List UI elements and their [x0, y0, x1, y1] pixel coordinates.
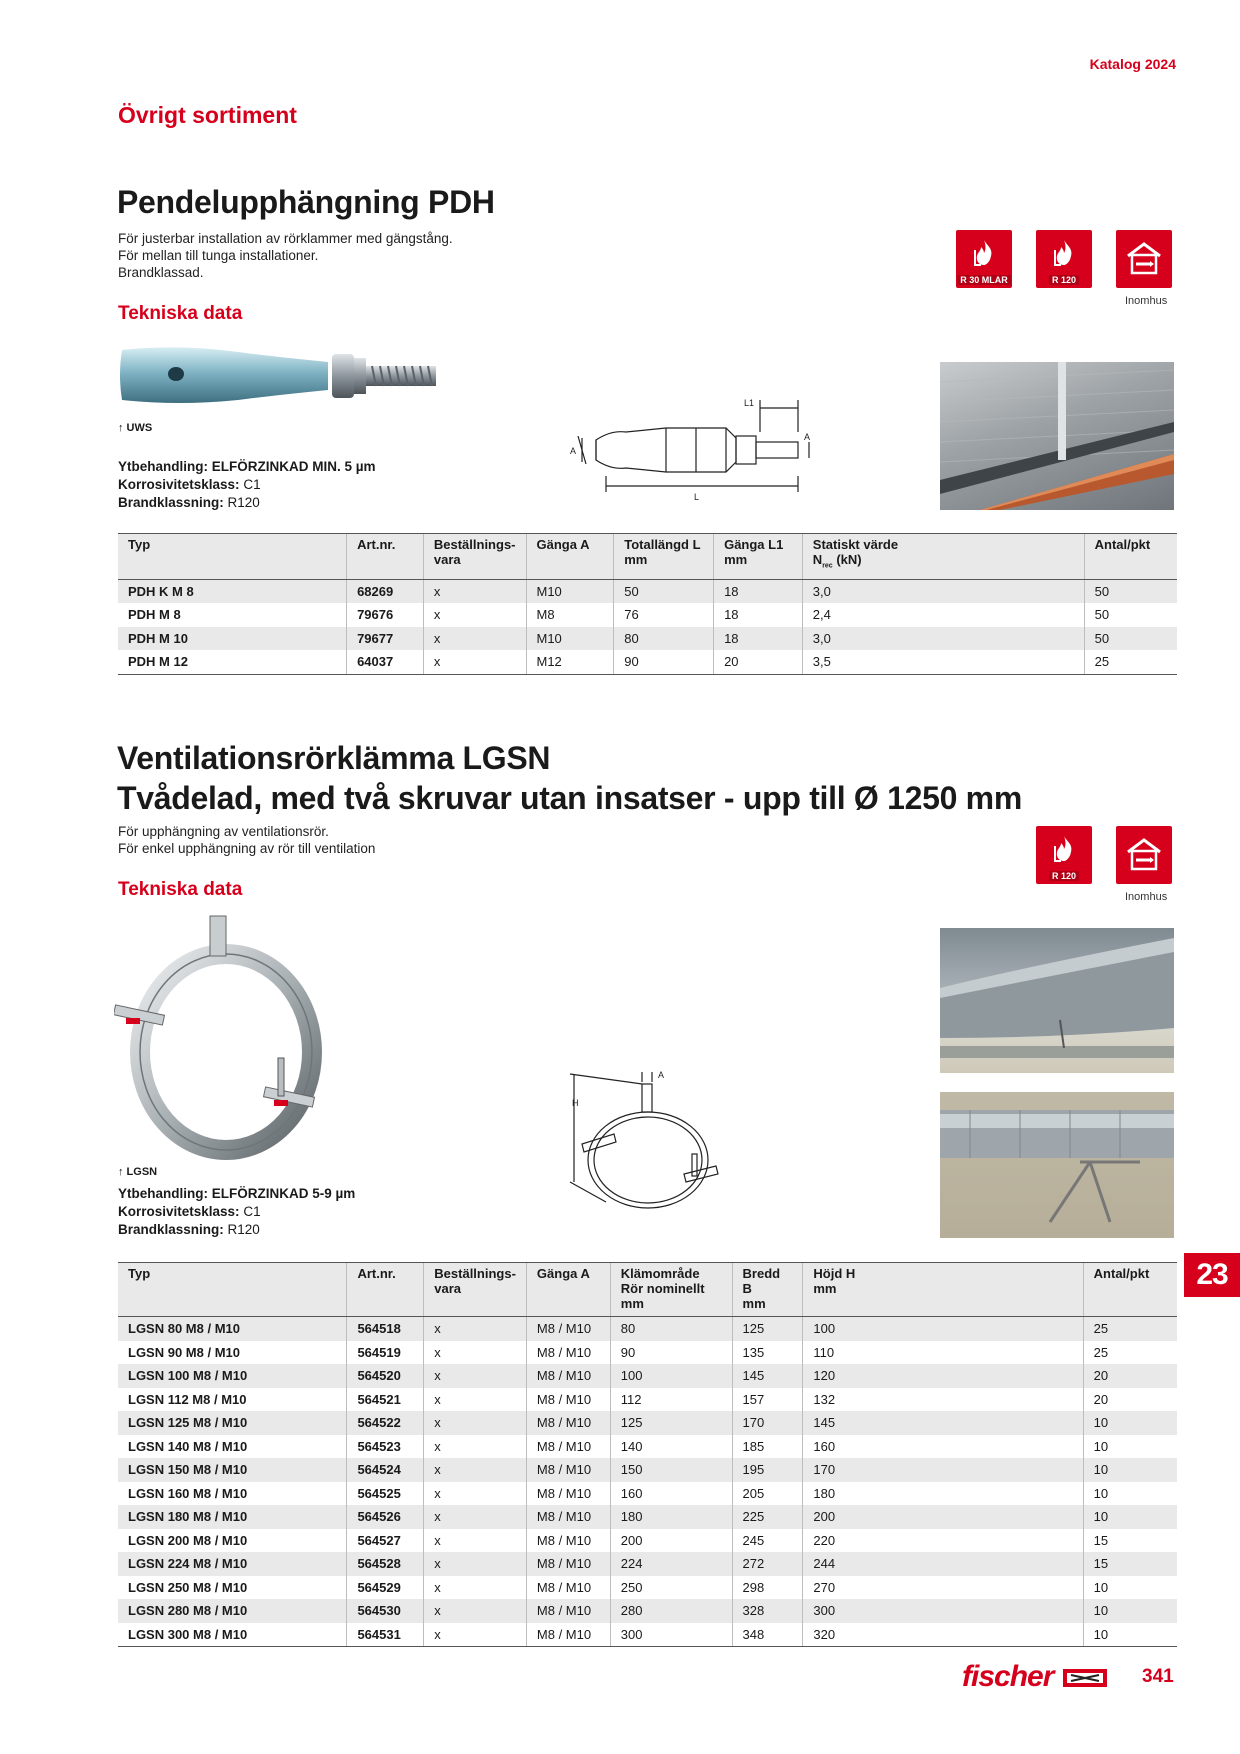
- spec-value: ELFÖRZINKAD MIN. 5 µm: [211, 459, 376, 474]
- table-cell: 150: [610, 1458, 732, 1482]
- article-number-cell: 79677: [347, 627, 424, 651]
- table-cell: 180: [803, 1482, 1083, 1506]
- type-cell: LGSN 150 M8 / M10: [118, 1458, 347, 1482]
- table-cell: 50: [1084, 603, 1177, 627]
- table-cell: 225: [732, 1505, 803, 1529]
- catalog-label: Katalog 2024: [1089, 56, 1176, 72]
- pdh-product-image: [118, 340, 438, 415]
- column-header: Gänga L1 mm: [714, 534, 803, 580]
- type-cell: LGSN 140 M8 / M10: [128, 1438, 248, 1454]
- type-cell: PDH M 8: [128, 607, 181, 623]
- article-number-cell: 564528: [347, 1552, 424, 1576]
- type-cell: LGSN 224 M8 / M10: [118, 1552, 347, 1576]
- table-cell: M8 / M10: [526, 1552, 610, 1576]
- table-cell: M12: [526, 650, 614, 674]
- table-cell: x: [424, 1341, 527, 1365]
- fire-icon: [1049, 834, 1079, 864]
- column-header: Typ: [118, 1263, 347, 1317]
- lgsn-product-image: [114, 912, 324, 1167]
- fire-icon: [969, 238, 999, 268]
- table-cell: x: [423, 579, 526, 603]
- table-cell: 145: [732, 1364, 803, 1388]
- brand-name: fischer: [962, 1660, 1054, 1693]
- table-cell: 348: [732, 1623, 803, 1647]
- table-cell: x: [424, 1458, 527, 1482]
- table-row: [118, 1576, 1177, 1600]
- table-cell: 245: [732, 1529, 803, 1553]
- table-cell: 100: [803, 1317, 1083, 1341]
- table-cell: 18: [714, 603, 803, 627]
- table-cell: 10: [1083, 1599, 1177, 1623]
- brand-logo: [962, 1660, 1107, 1694]
- table-cell: 328: [732, 1599, 803, 1623]
- pdh-description: [118, 230, 453, 281]
- type-cell: PDH K M 8: [118, 579, 347, 603]
- table-cell: 157: [732, 1388, 803, 1412]
- drawing-label-a: A: [804, 432, 811, 442]
- table-cell: 280: [610, 1599, 732, 1623]
- table-cell: 180: [610, 1505, 732, 1529]
- spec-value: R120: [227, 1222, 260, 1237]
- indoor-badge: [1116, 230, 1172, 288]
- table-row: [118, 1341, 1177, 1365]
- table-cell: x: [424, 1482, 527, 1506]
- table-cell: 300: [610, 1623, 732, 1647]
- table-row: [118, 1458, 1177, 1482]
- type-cell: LGSN 80 M8 / M10: [118, 1317, 347, 1341]
- pdh-installation-photo: [940, 362, 1174, 510]
- column-header: Art.nr.: [347, 534, 424, 580]
- table-cell: x: [424, 1411, 527, 1435]
- table-cell: x: [423, 650, 526, 674]
- pdh-description-line: För mellan till tunga installationer.: [118, 248, 319, 263]
- table-row: [118, 1599, 1177, 1623]
- table-cell: M10: [526, 627, 614, 651]
- table-cell: 170: [803, 1458, 1083, 1482]
- lgsn-title-line1: Ventilationsrörklämma LGSN: [117, 740, 551, 776]
- article-number-cell: 68269: [347, 579, 424, 603]
- drawing-label-l: L: [694, 492, 700, 502]
- spec-label: Ytbehandling:: [118, 459, 208, 474]
- lgsn-description-line: För upphängning av ventilationsrör.: [118, 824, 329, 839]
- article-number-cell: 564524: [347, 1458, 424, 1482]
- spec-label: Brandklassning:: [118, 495, 224, 510]
- table-cell: 80: [610, 1317, 732, 1341]
- spec-value: R120: [227, 495, 260, 510]
- lgsn-installation-photo-2: [940, 1092, 1174, 1238]
- spec-row: [118, 458, 376, 476]
- drawing-label-l1: L1: [744, 398, 755, 408]
- indoor-badge: [1116, 826, 1172, 884]
- table-cell: 10: [1083, 1623, 1177, 1647]
- table-cell: 2,4: [802, 603, 1084, 627]
- fire-icon: [1049, 238, 1079, 268]
- column-header: Art.nr.: [347, 1263, 424, 1317]
- table-cell: 10: [1083, 1576, 1177, 1600]
- spec-value: C1: [243, 477, 261, 492]
- type-cell: LGSN 90 M8 / M10: [128, 1344, 240, 1360]
- table-row: [118, 1482, 1177, 1506]
- column-header: Beställnings- vara: [423, 534, 526, 580]
- table-row: [118, 603, 1177, 627]
- type-cell: PDH M 10: [118, 627, 347, 651]
- spec-value: C1: [243, 1204, 261, 1219]
- column-header: Gänga A: [526, 534, 614, 580]
- table-cell: 125: [610, 1411, 732, 1435]
- table-cell: x: [424, 1435, 527, 1459]
- article-number-cell: 64037: [347, 650, 424, 674]
- table-cell: x: [424, 1364, 527, 1388]
- article-number-cell: 564530: [347, 1599, 424, 1623]
- fire-rating-badge-r30: [956, 230, 1012, 288]
- table-cell: 320: [803, 1623, 1083, 1647]
- table-cell: x: [424, 1623, 527, 1647]
- column-header: Antal/pkt: [1083, 1263, 1177, 1317]
- indoor-house-icon: [1124, 836, 1164, 872]
- table-cell: 3,0: [802, 579, 1084, 603]
- table-cell: 18: [714, 579, 803, 603]
- lgsn-table: [118, 1262, 1177, 1647]
- column-header: Bredd B mm: [732, 1263, 803, 1317]
- table-header-row: [118, 534, 1177, 580]
- pdh-subheading: Tekniska data: [118, 303, 243, 324]
- drawing-label-h: H: [572, 1098, 579, 1108]
- table-cell: M8 / M10: [526, 1388, 610, 1412]
- spec-value: ELFÖRZINKAD 5-9 µm: [211, 1186, 356, 1201]
- table-row: [118, 1435, 1177, 1459]
- table-cell: 10: [1083, 1458, 1177, 1482]
- table-cell: 20: [714, 650, 803, 674]
- lgsn-subheading: Tekniska data: [118, 879, 243, 900]
- table-cell: 50: [1084, 627, 1177, 651]
- lgsn-description: [118, 823, 375, 857]
- table-cell: M8 / M10: [526, 1364, 610, 1388]
- table-cell: 160: [610, 1482, 732, 1506]
- section-label: Övrigt sortiment: [118, 102, 297, 128]
- type-cell: LGSN 160 M8 / M10: [128, 1485, 248, 1501]
- article-number-cell: 564523: [347, 1435, 424, 1459]
- badge-label: R 120: [1049, 275, 1079, 285]
- indoor-house-icon: [1124, 240, 1164, 276]
- type-cell: LGSN 100 M8 / M10: [118, 1364, 347, 1388]
- table-row: [118, 1388, 1177, 1412]
- table-cell: 50: [614, 579, 714, 603]
- table-cell: 205: [732, 1482, 803, 1506]
- table-cell: M8 / M10: [526, 1482, 610, 1506]
- table-cell: x: [424, 1317, 527, 1341]
- article-number-cell: 564527: [347, 1529, 424, 1553]
- type-cell: LGSN 200 M8 / M10: [128, 1532, 248, 1548]
- table-cell: M8 / M10: [526, 1599, 610, 1623]
- type-cell: LGSN 280 M8 / M10: [118, 1599, 347, 1623]
- type-cell: LGSN 125 M8 / M10: [118, 1411, 347, 1435]
- type-cell: LGSN 180 M8 / M10: [118, 1505, 347, 1529]
- article-number-cell: 564521: [347, 1388, 424, 1412]
- table-cell: 125: [732, 1317, 803, 1341]
- pdh-product-caption: ↑ UWS: [118, 422, 153, 434]
- table-cell: M8: [526, 603, 614, 627]
- table-cell: M8 / M10: [526, 1458, 610, 1482]
- spec-label: Brandklassning:: [118, 1222, 224, 1237]
- column-header: Totallängd L mm: [614, 534, 714, 580]
- table-cell: 3,0: [802, 627, 1084, 651]
- pdh-description-line: För justerbar installation av rörklammer med gängstång.: [118, 231, 453, 246]
- indoor-caption: Inomhus: [1125, 295, 1168, 307]
- table-cell: 80: [614, 627, 714, 651]
- lgsn-technical-drawing: [566, 1062, 736, 1227]
- table-cell: x: [424, 1552, 527, 1576]
- article-number-cell: 564525: [347, 1482, 424, 1506]
- indoor-caption: Inomhus: [1125, 891, 1168, 903]
- table-cell: x: [424, 1576, 527, 1600]
- table-row: [118, 650, 1177, 674]
- table-cell: 25: [1083, 1341, 1177, 1365]
- table-cell: 195: [732, 1458, 803, 1482]
- table-cell: 10: [1083, 1435, 1177, 1459]
- drawing-label-a: A: [658, 1070, 665, 1080]
- table-cell: 25: [1084, 650, 1177, 674]
- spec-label: Korrosivitetsklass:: [118, 477, 240, 492]
- table-cell: 160: [803, 1435, 1083, 1459]
- table-cell: 244: [803, 1552, 1083, 1576]
- table-cell: 224: [610, 1552, 732, 1576]
- table-cell: 298: [732, 1576, 803, 1600]
- badge-label: R 120: [1049, 871, 1079, 881]
- type-cell: PDH M 12: [118, 650, 347, 674]
- table-cell: x: [424, 1505, 527, 1529]
- table-cell: x: [424, 1529, 527, 1553]
- table-cell: M8 / M10: [526, 1317, 610, 1341]
- table-cell: 90: [614, 650, 714, 674]
- spec-row: [118, 476, 376, 494]
- table-cell: 20: [1083, 1364, 1177, 1388]
- lgsn-description-line: För enkel upphängning av rör till ventilation: [118, 841, 376, 856]
- article-number-cell: 564519: [347, 1341, 424, 1365]
- table-cell: 300: [803, 1599, 1083, 1623]
- chapter-tab[interactable]: 23: [1184, 1253, 1240, 1297]
- table-cell: x: [423, 603, 526, 627]
- table-row: [118, 1505, 1177, 1529]
- table-cell: M8 / M10: [526, 1623, 610, 1647]
- table-row: [118, 1364, 1177, 1388]
- table-cell: 112: [610, 1388, 732, 1412]
- article-number-cell: 564529: [347, 1576, 424, 1600]
- table-row: [118, 1411, 1177, 1435]
- table-cell: 90: [610, 1341, 732, 1365]
- spec-row: [118, 1203, 355, 1221]
- table-cell: 170: [732, 1411, 803, 1435]
- table-cell: 25: [1083, 1317, 1177, 1341]
- table-cell: 200: [610, 1529, 732, 1553]
- table-cell: 15: [1083, 1529, 1177, 1553]
- table-cell: 250: [610, 1576, 732, 1600]
- table-cell: 15: [1083, 1552, 1177, 1576]
- spec-row: [118, 1221, 355, 1239]
- article-number-cell: 564518: [347, 1317, 424, 1341]
- table-cell: 50: [1084, 579, 1177, 603]
- lgsn-title-line2: Tvådelad, med två skruvar utan insatser - upp till Ø 1250 mm: [117, 780, 1022, 816]
- pdh-description-line: Brandklassad.: [118, 265, 204, 280]
- table-cell: 220: [803, 1529, 1083, 1553]
- table-cell: 132: [803, 1388, 1083, 1412]
- table-cell: 270: [803, 1576, 1083, 1600]
- table-cell: M8 / M10: [526, 1341, 610, 1365]
- badge-label: R 30 MLAR: [957, 275, 1011, 285]
- page-number: 341: [1142, 1666, 1174, 1687]
- article-number-cell: 564526: [347, 1505, 424, 1529]
- brand-mark-icon: [1063, 1669, 1107, 1687]
- table-row: [118, 627, 1177, 651]
- table-row: [118, 1317, 1177, 1341]
- table-header-row: [118, 1263, 1177, 1317]
- table-cell: 10: [1083, 1505, 1177, 1529]
- article-number-cell: 564520: [347, 1364, 424, 1388]
- table-cell: 145: [803, 1411, 1083, 1435]
- table-row: [118, 1552, 1177, 1576]
- table-cell: 20: [1083, 1388, 1177, 1412]
- table-cell: 185: [732, 1435, 803, 1459]
- pdh-specs: [118, 458, 376, 512]
- type-cell: LGSN 300 M8 / M10: [118, 1623, 347, 1647]
- lgsn-installation-photo-1: [940, 928, 1174, 1073]
- table-cell: 200: [803, 1505, 1083, 1529]
- table-cell: 140: [610, 1435, 732, 1459]
- column-header: Höjd H mm: [803, 1263, 1083, 1317]
- pdh-title: Pendelupphängning PDH: [117, 184, 495, 220]
- table-cell: 120: [803, 1364, 1083, 1388]
- spec-label: Korrosivitetsklass:: [118, 1204, 240, 1219]
- lgsn-specs: [118, 1185, 355, 1239]
- table-cell: 272: [732, 1552, 803, 1576]
- type-cell: LGSN 250 M8 / M10: [128, 1579, 248, 1595]
- pdh-technical-drawing: [566, 392, 826, 509]
- article-number-cell: 564531: [347, 1623, 424, 1647]
- table-cell: 18: [714, 627, 803, 651]
- table-cell: M8 / M10: [526, 1505, 610, 1529]
- column-header: Beställnings- vara: [424, 1263, 527, 1317]
- column-header: Klämområde Rör nominellt mm: [610, 1263, 732, 1317]
- table-cell: M8 / M10: [526, 1529, 610, 1553]
- column-header: Statiskt värde $N_{rec}$ (kN): [802, 534, 1084, 580]
- table-cell: x: [424, 1599, 527, 1623]
- spec-row: [118, 494, 376, 512]
- table-cell: 100: [610, 1364, 732, 1388]
- type-cell: LGSN 112 M8 / M10: [128, 1391, 247, 1407]
- article-number-cell: 564522: [347, 1411, 424, 1435]
- table-row: [118, 1529, 1177, 1553]
- table-cell: M8 / M10: [526, 1435, 610, 1459]
- table-cell: x: [424, 1388, 527, 1412]
- column-header: Typ: [118, 534, 347, 580]
- table-row: [118, 1623, 1177, 1647]
- table-cell: 3,5: [802, 650, 1084, 674]
- table-cell: 135: [732, 1341, 803, 1365]
- lgsn-product-caption: ↑ LGSN: [118, 1166, 158, 1178]
- column-header: Gänga A: [526, 1263, 610, 1317]
- fire-rating-badge-r120: [1036, 826, 1092, 884]
- pdh-table: [118, 533, 1177, 675]
- table-cell: x: [423, 627, 526, 651]
- column-header: Antal/pkt: [1084, 534, 1177, 580]
- drawing-label-a: A: [570, 446, 577, 456]
- table-cell: 10: [1083, 1411, 1177, 1435]
- table-cell: M10: [526, 579, 614, 603]
- table-row: [118, 579, 1177, 603]
- spec-label: Ytbehandling:: [118, 1186, 208, 1201]
- fire-rating-badge-r120: [1036, 230, 1092, 288]
- table-cell: 110: [803, 1341, 1083, 1365]
- table-cell: M8 / M10: [526, 1411, 610, 1435]
- article-number-cell: 79676: [347, 603, 424, 627]
- table-cell: 76: [614, 603, 714, 627]
- table-cell: M8 / M10: [526, 1576, 610, 1600]
- table-cell: 10: [1083, 1482, 1177, 1506]
- spec-row: [118, 1185, 355, 1203]
